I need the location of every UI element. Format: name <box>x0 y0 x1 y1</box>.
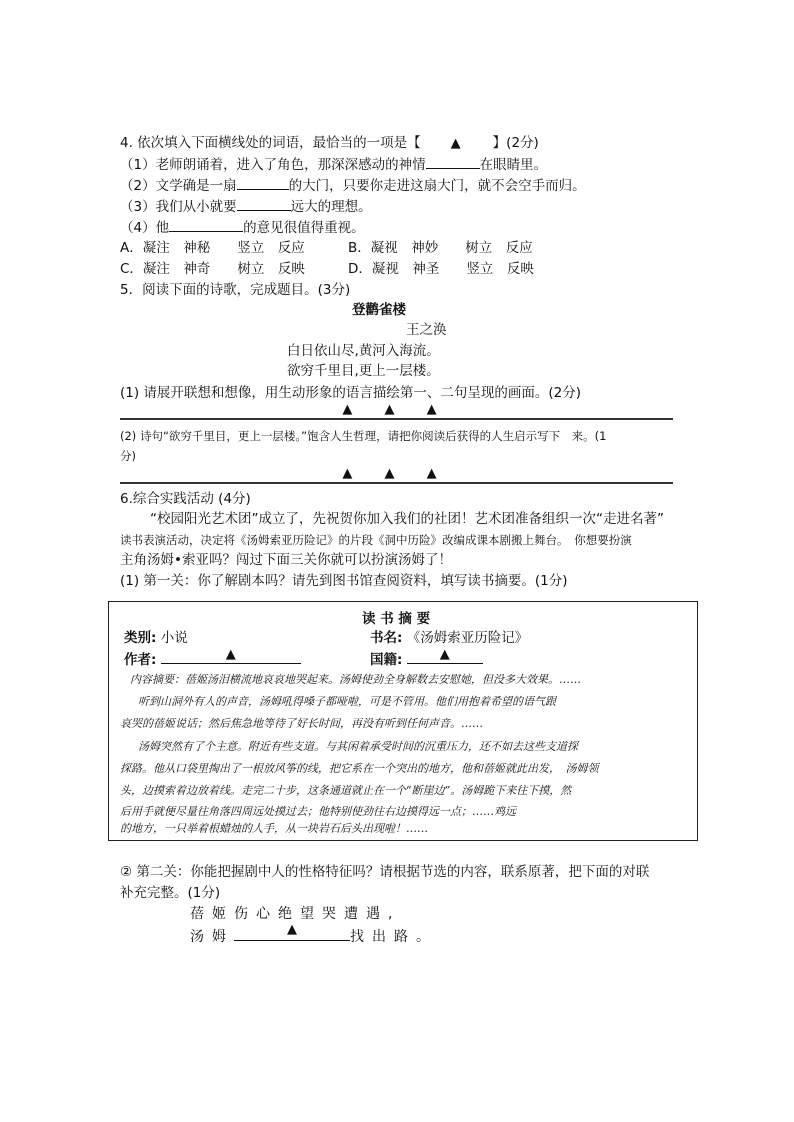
answer-triangle-icon: ▲ <box>225 647 236 662</box>
excerpt-line-6: 头，边摸索着边放着线。走完二十步，这条通道就止在一个“断崖边”。汤姆跪下来往下摸，然 <box>120 784 572 797</box>
blank-1[interactable] <box>426 154 480 169</box>
card-title: 读 书 摘 要 <box>362 611 431 627</box>
excerpt-line-4: 汤姆突然有了个主意。附近有些支道。与其闲着承受时间的沉重压力，还不如去这些支道探 <box>138 740 578 753</box>
q6-level-2: ② 第二关：你能把握剧中人的性格特征吗？请根据节选的内容，联系原著，把下面的对联 <box>120 864 650 880</box>
option-c[interactable]: C．凝注 神奇 树立 反映 <box>120 261 305 277</box>
nation-row: 国籍: ▲ <box>370 649 483 670</box>
book-name-value: 《汤姆索亚历险记》 <box>406 630 529 646</box>
excerpt-line-8: 的地方，一只举着根蜡烛的人手，从一块岩石后头出现啦！…… <box>120 822 428 835</box>
q5-sub-2-cont: 分) <box>120 449 136 463</box>
excerpt-line-7: 后用手就便尽量往角落四周远处摸过去；他特别使劲往右边摸得远一点；……鸡远 <box>120 805 516 818</box>
q4-options-row-2 <box>120 259 534 279</box>
q4-stem: 4. 依次填入下面横线处的词语，最恰当的一项是【 ▲ 】(2分) <box>120 135 539 151</box>
couplet-line-2: 汤姆 ▲ 找出路。 <box>190 922 438 945</box>
q4-sentence-4: （4）他 的意见很值得重视。 <box>120 217 365 238</box>
answer-triangle-icon: ▲ <box>287 922 297 937</box>
option-b[interactable]: B．凝视 神妙 树立 反应 <box>348 240 533 256</box>
blank-4[interactable] <box>169 217 243 232</box>
poem-title: 登鹳雀楼 <box>352 302 406 318</box>
answer-triangles-2: ▲ ▲ ▲ <box>342 466 451 481</box>
answer-triangle-icon: ▲ <box>439 647 450 662</box>
couplet-line-1: 蓓姬伤心绝望哭遭遇, <box>190 906 401 922</box>
q4-options-row-1 <box>120 238 533 258</box>
couplet-blank[interactable] <box>234 922 350 941</box>
q4-sentence-2: （2）文学确是一扇 的大门，只要你走进这扇大门，就不会空手而归。 <box>120 175 586 196</box>
q6-intro-1: “校园阳光艺术团”成立了，先祝贺你加入我们的社团！艺术团准备组织一次“走进名著” <box>150 511 664 527</box>
q6-level-2-cont: 补充完整。(1分) <box>120 885 221 901</box>
answer-line-1[interactable] <box>120 418 673 420</box>
poem-author: 王之涣 <box>406 322 447 338</box>
q6-stem: 6.综合实践活动 (4分) <box>120 491 251 507</box>
answer-triangle-icon: ▲ <box>450 136 461 151</box>
answer-triangles-1: ▲ ▲ ▲ <box>342 402 451 417</box>
q5-sub-2: (2) 诗句“欲穷千里目，更上一层楼。”饱含人生哲理，请把你阅读后获得的人生启示写下 来。(1 <box>120 429 607 443</box>
category-row: 类别: 小说 <box>124 630 188 646</box>
excerpt-line-2: 听到山洞外有人的声音，汤姆吼得嗓子都哑啦，可是不管用。他们用抱着希望的语气跟 <box>138 695 556 708</box>
excerpt-line-1: 内容摘要：蓓姬汤泪横流地哀哀地哭起来。汤姆使劲全身解数去安慰她，但没多大效果。…… <box>130 673 581 686</box>
author-blank[interactable] <box>161 649 301 664</box>
blank-3[interactable] <box>237 196 291 211</box>
blank-2[interactable] <box>237 175 289 190</box>
q6-intro-2: 读书表演活动，决定将《汤姆索亚历险记》的片段《洞中历险》改编成课本剧搬上舞台。 你想要扮演 <box>120 533 632 547</box>
q6-intro-3: 主角汤姆•索亚吗？闯过下面三关你就可以扮演汤姆了！ <box>120 552 452 568</box>
option-a[interactable]: A．凝注 神秘 竖立 反应 <box>120 240 305 256</box>
q6-level-1: (1) 第一关：你了解剧本吗？请先到图书馆查阅资料，填写读书摘要。(1分) <box>120 573 568 589</box>
q5-sub-1: (1) 请展开联想和想像，用生动形象的语言描绘第一、二句呈现的画面。(2分) <box>120 385 582 401</box>
author-row: 作者: ▲ <box>124 649 301 670</box>
book-name-row: 书名: 《汤姆索亚历险记》 <box>370 630 529 646</box>
poem-line-1: 白日依山尽,黄河入海流。 <box>287 343 440 359</box>
poem-line-2: 欲穷千里目,更上一层楼。 <box>287 363 440 379</box>
q4-sentence-3: （3）我们从小就要 远大的理想。 <box>120 196 372 217</box>
answer-line-2[interactable] <box>120 482 673 484</box>
q5-stem: 5．阅读下面的诗歌，完成题目。(3分) <box>120 282 351 298</box>
excerpt-line-5: 探路。他从口袋里掏出了一根放风筝的线，把它系在一个突出的地方，他和蓓姬就此出发， 汤姆领 <box>120 762 599 775</box>
option-d[interactable]: D．凝视 神圣 竖立 反映 <box>348 261 534 277</box>
nation-blank[interactable] <box>407 649 483 664</box>
category-value: 小说 <box>160 630 188 646</box>
excerpt-line-3: 哀哭的蓓姬说话；然后焦急地等待了好长时间，再没有听到任何声音。…… <box>120 717 483 730</box>
q4-sentence-1: （1）老师朗诵着，进入了角色，那深深感动的神情 在眼睛里。 <box>120 154 547 175</box>
